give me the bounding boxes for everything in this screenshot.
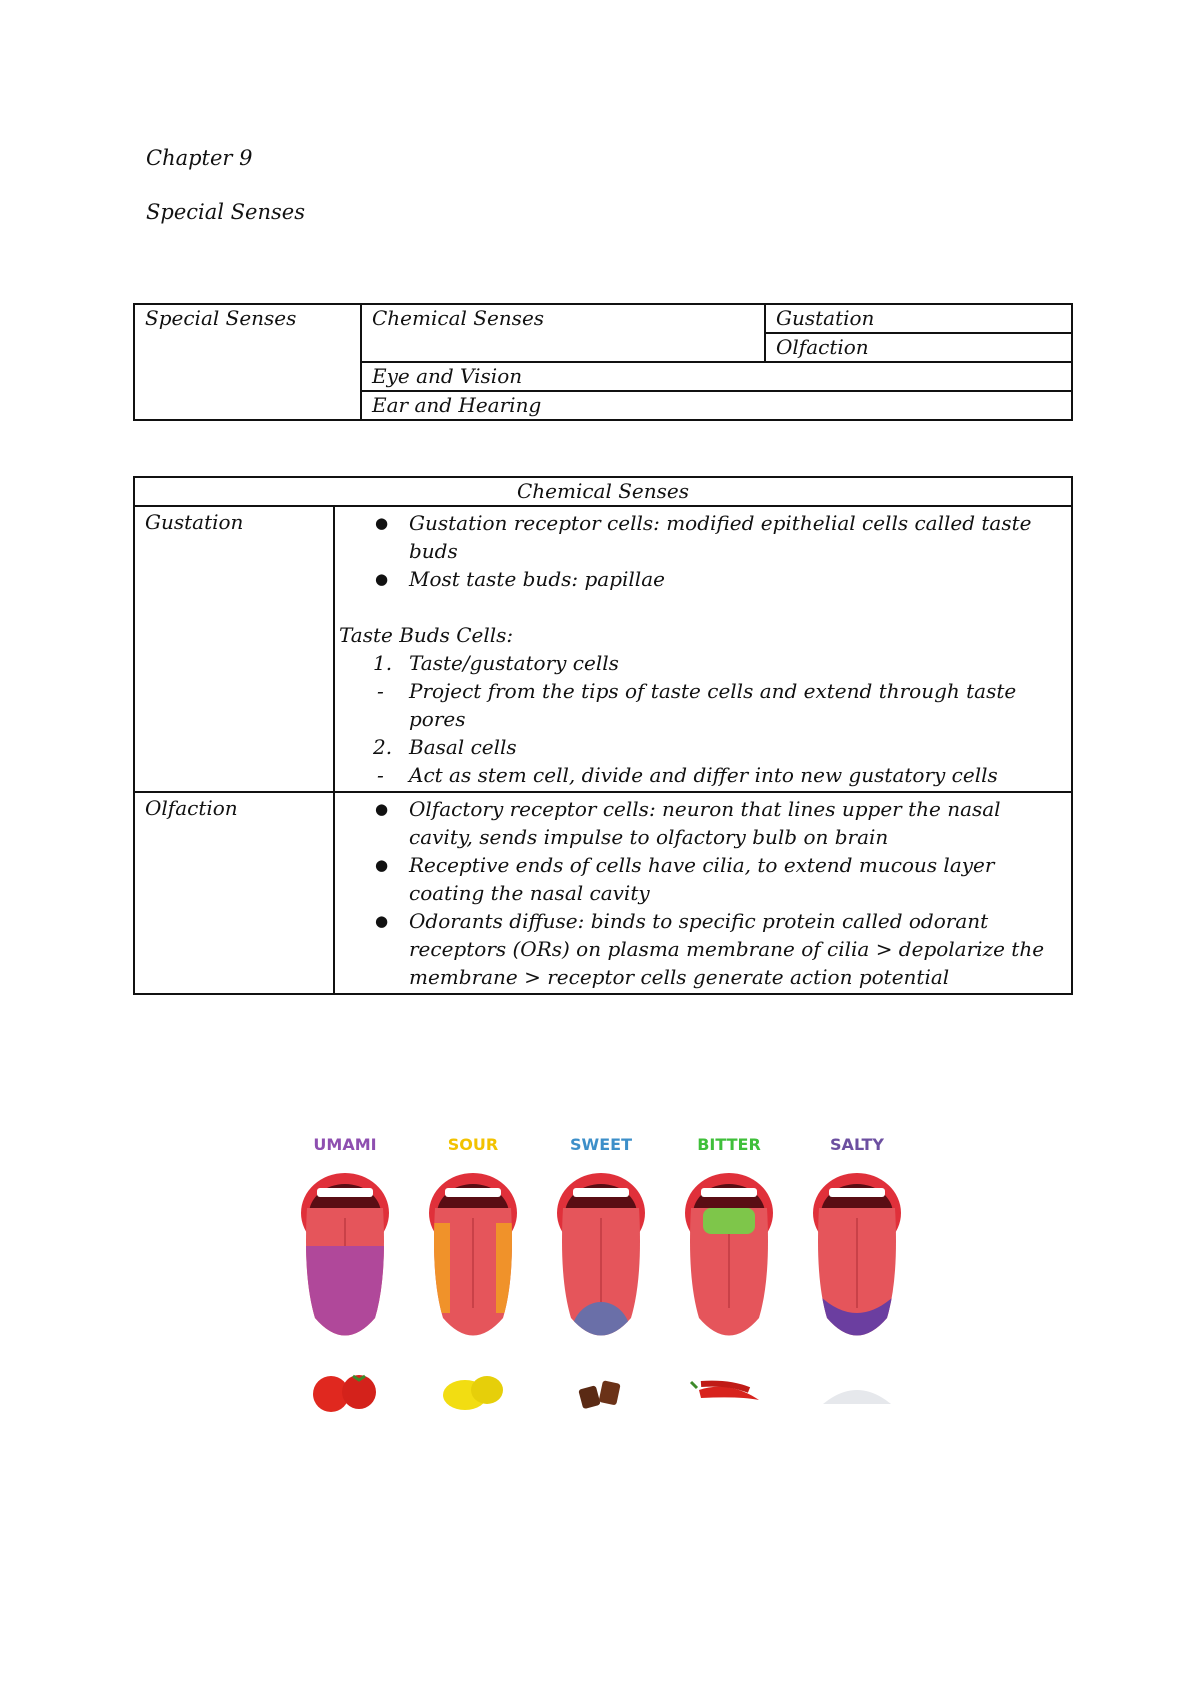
salt-icon	[823, 1390, 891, 1404]
tongue	[812, 1208, 902, 1358]
taste-zone	[571, 1302, 631, 1370]
taste-umami	[300, 1135, 390, 1412]
taste-bud-item: - Act as stem cell, divide and differ into new gustatory cells	[377, 763, 998, 787]
taste-label: UMAMI	[313, 1135, 377, 1154]
gustation-label: Gustation	[134, 506, 334, 792]
taste-salty	[812, 1135, 902, 1404]
gustation-content	[334, 506, 1072, 792]
overview-table	[133, 303, 1073, 421]
taste-zone	[300, 1246, 390, 1356]
overview-gustation-cell: Gustation	[765, 304, 1072, 333]
teeth	[317, 1188, 373, 1197]
olfaction-bullet: ● Odorants diffuse: binds to specific protein called odorant receptors (ORs) on plasma membrane of cilia > depolarize the membrane > receptor cells generate action potential	[337, 907, 1061, 991]
tongue	[690, 1208, 768, 1336]
teeth	[445, 1188, 501, 1197]
taste-zone	[703, 1208, 755, 1234]
overview-special-senses-cell: Special Senses	[134, 304, 361, 420]
overview-chemical-senses-cell: Chemical Senses	[361, 304, 765, 362]
olfaction-bullet: ● Receptive ends of cells have cilia, to extend mucous layer coating the nasal cavity	[337, 851, 1061, 907]
olfaction-label: Olfaction	[134, 792, 334, 994]
overview-eye-cell: Eye and Vision	[361, 362, 1072, 391]
olfaction-content	[334, 792, 1072, 994]
teeth	[829, 1188, 885, 1197]
taste-label: SWEET	[570, 1135, 632, 1154]
chocolate-icon	[578, 1380, 620, 1409]
lemon-icon	[443, 1376, 503, 1410]
teeth	[701, 1188, 757, 1197]
taste-bud-item: - Project from the tips of taste cells and extend through taste pores	[377, 679, 1017, 731]
taste-bitter	[685, 1135, 773, 1400]
taste-buds-subheading: Taste Buds Cells:	[339, 623, 514, 647]
taste-label: SOUR	[447, 1135, 499, 1154]
taste-bud-item: 2. Basal cells	[373, 735, 517, 759]
taste-sweet	[557, 1135, 645, 1409]
taste-bud-item: 1. Taste/gustatory cells	[373, 651, 619, 675]
tongue	[300, 1208, 390, 1356]
tongue	[428, 1208, 518, 1336]
overview-ear-cell: Ear and Hearing	[361, 391, 1072, 420]
chili-pepper-icon	[691, 1382, 759, 1400]
taste-label: BITTER	[697, 1135, 761, 1154]
page-subtitle: Special Senses	[146, 200, 305, 224]
teeth	[573, 1188, 629, 1197]
taste-label: SALTY	[830, 1135, 884, 1154]
chapter-heading: Chapter 9	[146, 146, 253, 170]
gustation-bullet: ● Most taste buds: papillae	[337, 565, 1061, 593]
olfaction-bullet: ● Olfactory receptor cells: neuron that lines upper the nasal cavity, sends impulse to olfactory bulb on brain	[337, 795, 1061, 851]
tongue	[562, 1208, 640, 1370]
taste-sour	[428, 1135, 518, 1410]
chemical-senses-table	[133, 476, 1073, 995]
chemical-senses-heading: Chemical Senses	[134, 477, 1072, 506]
gustation-bullet: ● Gustation receptor cells: modified epithelial cells called taste buds	[337, 509, 1061, 565]
taste-map-illustration	[290, 1128, 920, 1438]
overview-olfaction-cell: Olfaction	[765, 333, 1072, 362]
tomato-icon	[313, 1375, 376, 1412]
